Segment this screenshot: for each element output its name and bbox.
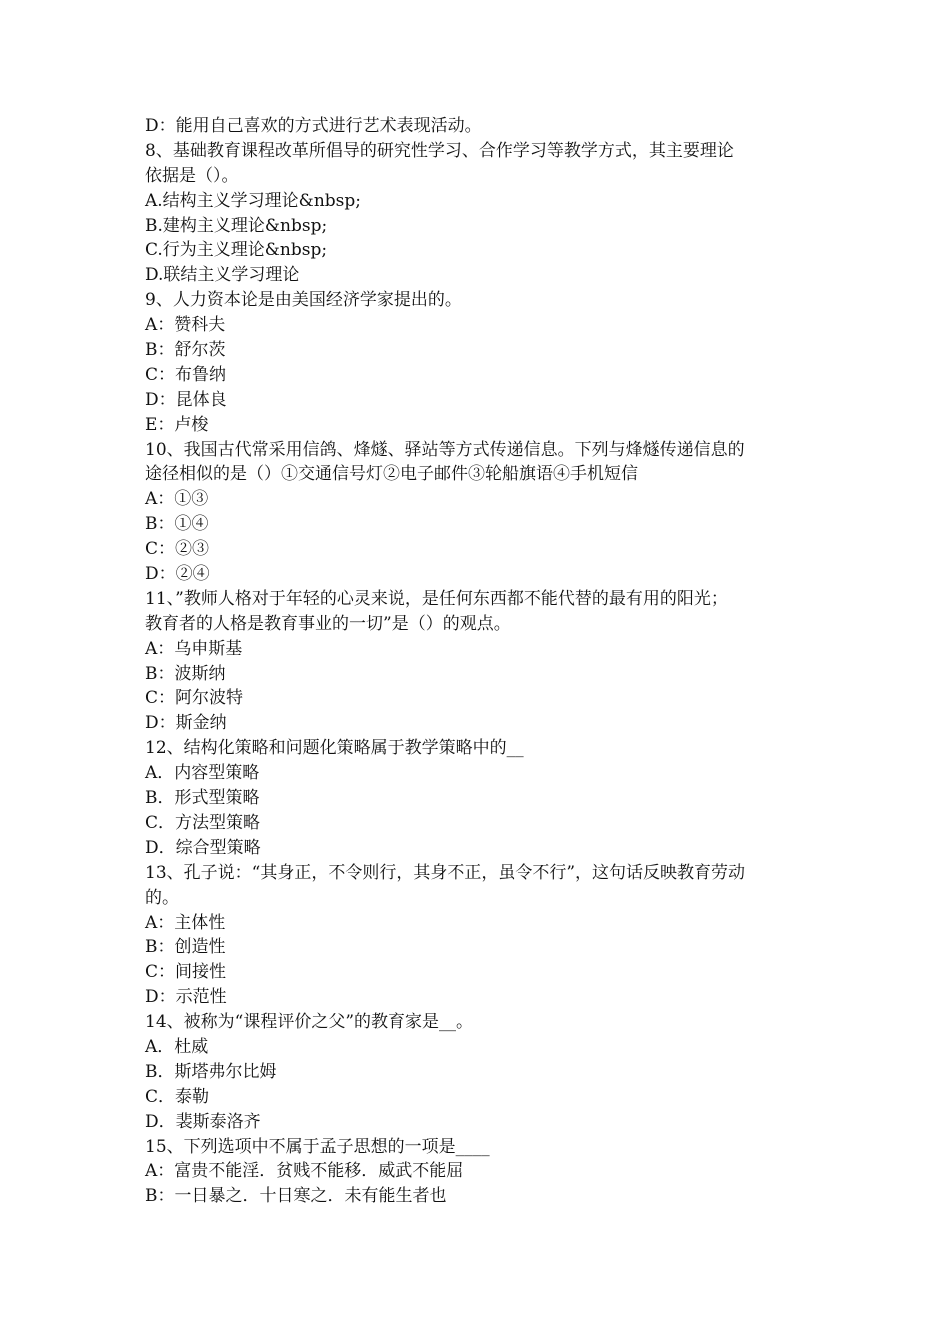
text-line: 12、结构化策略和问题化策略属于教学策略中的__ [145, 738, 524, 759]
text-line: A：富贵不能淫．贫贱不能移．威武不能屈 [145, 1161, 464, 1182]
text-line: C：阿尔波特 [145, 688, 244, 709]
text-line: D．裴斯泰洛齐 [145, 1111, 261, 1132]
text-line: 的。 [145, 887, 179, 908]
document-body [145, 114, 815, 1209]
text-line: D：②④ [145, 564, 210, 585]
text-line: 15、下列选项中不属于孟子思想的一项是____ [145, 1136, 490, 1157]
text-line: D：斯金纳 [145, 713, 227, 734]
text-line: B：波斯纳 [145, 663, 226, 684]
text-line: A.结构主义学习理论&nbsp; [145, 190, 361, 211]
text-line: C.行为主义理论&nbsp; [145, 240, 328, 261]
text-line: 14、被称为“课程评价之父”的教育家是__。 [145, 1012, 474, 1033]
text-line: C：布鲁纳 [145, 364, 227, 385]
text-line: B：一日暴之．十日寒之．未有能生者也 [145, 1186, 447, 1207]
text-line: A：赞科夫 [145, 315, 226, 336]
text-line: D：能用自己喜欢的方式进行艺术表现活动。 [145, 116, 482, 136]
text-line: B：①④ [145, 514, 209, 535]
text-line: A．杜威 [145, 1036, 209, 1057]
text-line: 教育者的人格是教育事业的一切”是（）的观点。 [145, 613, 511, 634]
text-line: B．形式型策略 [145, 788, 260, 809]
text-line: 9、人力资本论是由美国经济学家提出的。 [145, 290, 462, 311]
text-line: B.建构主义理论&nbsp; [145, 215, 328, 236]
text-line: 8、基础教育课程改革所倡导的研究性学习、合作学习等教学方式，其主要理论 [145, 140, 734, 161]
text-line: A．内容型策略 [145, 763, 260, 784]
text-line: C：间接性 [145, 962, 227, 983]
text-line: 10、我国古代常采用信鸽、烽燧、驿站等方式传递信息。下列与烽燧传递信息的 [145, 439, 745, 460]
text-line: A：主体性 [145, 912, 226, 933]
text-line: A：①③ [145, 489, 209, 510]
text-line: C．泰勒 [145, 1086, 210, 1107]
text-line: B．斯塔弗尔比姆 [145, 1061, 277, 1082]
text-line: E：卢梭 [145, 414, 209, 435]
text-line: 11、”教师人格对于年轻的心灵来说，是任何东西都不能代替的最有用的阳光； [145, 588, 728, 609]
text-line: B：创造性 [145, 937, 226, 958]
text-line: D：昆体良 [145, 389, 227, 410]
text-line: 13、孔子说：“其身正，不令则行，其身不正，虽令不行”，这句话反映教育劳动 [145, 862, 746, 883]
text-line: B：舒尔茨 [145, 340, 226, 361]
text-line: A：乌申斯基 [145, 638, 243, 659]
text-line: 依据是（）。 [145, 165, 239, 186]
text-line: D.联结主义学习理论 [145, 265, 300, 286]
text-line: D．综合型策略 [145, 837, 261, 858]
text-line: D：示范性 [145, 987, 227, 1008]
text-line: C．方法型策略 [145, 812, 261, 833]
text-line: C：②③ [145, 539, 210, 560]
text-line: 途径相似的是（）①交通信号灯②电子邮件③轮船旗语④手机短信 [145, 464, 638, 485]
